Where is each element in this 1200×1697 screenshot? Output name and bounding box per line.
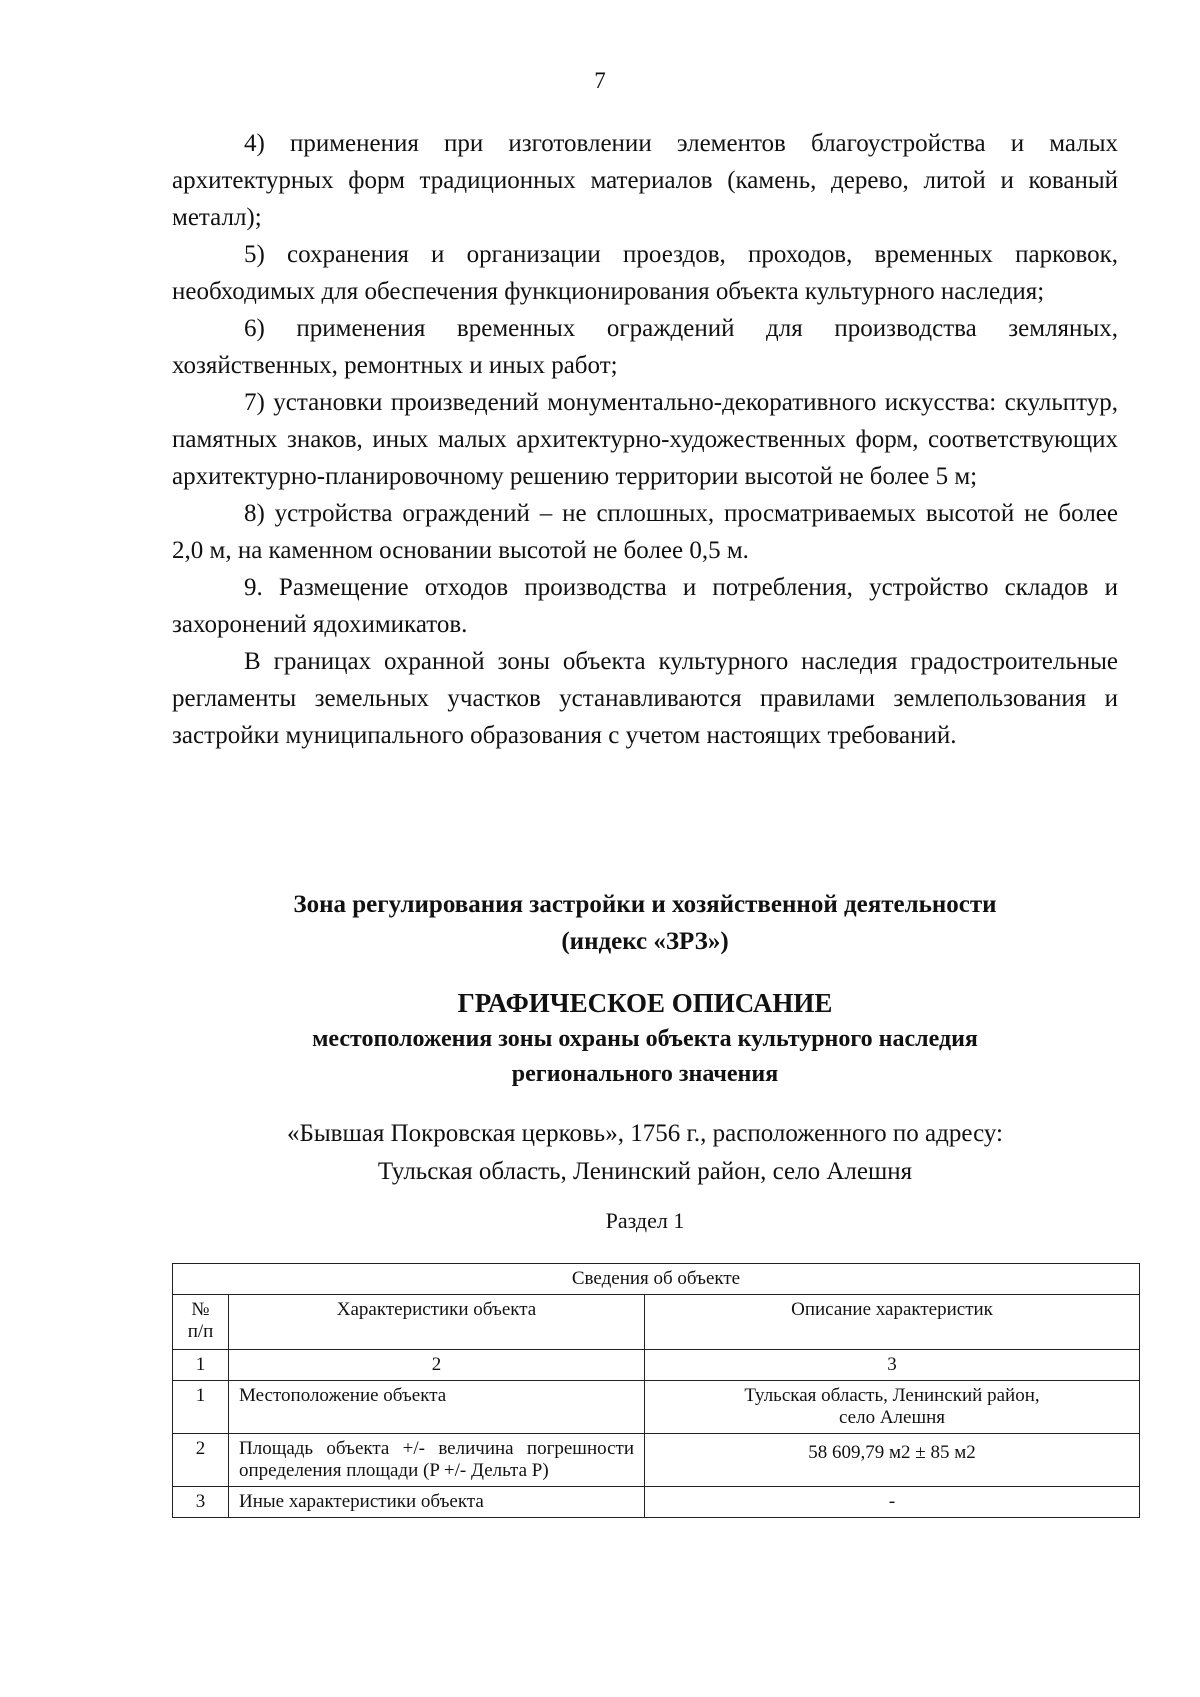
zone-heading-line1: Зона регулирования застройки и хозяйственной деятельности [293, 891, 997, 918]
graphic-description-heading [172, 984, 1118, 1092]
object-name-line2: Тульская область, Ленинский район, село Алешня [377, 1158, 913, 1185]
graphic-description-line3: регионального значения [511, 1061, 779, 1087]
row-description [645, 1381, 1140, 1434]
page-number: 7 [594, 68, 606, 93]
paragraph-item-6: 6) применения временных ограждений для производства земляных, хозяйственных, ремонтных и иных работ; [172, 315, 1118, 379]
paragraph-item-8: 8) устройства ограждений – не сплошных, просматриваемых высотой не более 2,0 м, на каменном основании высотой не более 0,5 м. [172, 500, 1118, 564]
table-row [173, 1434, 1140, 1487]
table-row [173, 1381, 1140, 1434]
body-text [172, 125, 1118, 754]
row-characteristic: Площадь объекта +/- величина погрешности определения площади (P +/- Дельта P) [229, 1434, 645, 1487]
header-description: Описание характеристик [645, 1295, 1140, 1350]
object-name-line1: «Бывшая Покровская церковь», 1756 г., расположенного по адресу: [287, 1120, 1003, 1147]
object-name [172, 1115, 1118, 1191]
row-characteristic: Иные характеристики объекта [229, 1487, 645, 1518]
table-numbering-row [173, 1350, 1140, 1381]
graphic-description-line2: местоположения зоны охраны объекта культурного наследия [312, 1026, 978, 1052]
header-number: № п/п [173, 1295, 229, 1350]
header-characteristic: Характеристики объекта [229, 1295, 645, 1350]
row-description: 58 609,79 м2 ± 85 м2 [645, 1434, 1140, 1487]
row-description-line2: село Алешня [838, 1407, 945, 1428]
table-row [173, 1487, 1140, 1518]
table-caption-row [173, 1264, 1140, 1295]
object-info-table [172, 1263, 1140, 1518]
zone-heading-line2: (индекс «ЗРЗ») [561, 928, 729, 955]
paragraph-item-9: 9. Размещение отходов производства и потребления, устройство складов и захоронений ядохимикатов. [172, 574, 1118, 638]
row-number: 2 [173, 1434, 229, 1487]
paragraph-regulations: В границах охранной зоны объекта культурного наследия градостроительные регламенты земельных участков устанавливаются правилами землепользования и застройки муниципального образования с учетом настоящих требований. [172, 648, 1118, 749]
row-description: - [645, 1487, 1140, 1518]
paragraph-item-4: 4) применения при изготовлении элементов благоустройства и малых архитектурных форм традиционных материалов (камень, дерево, литой и кованый металл); [172, 130, 1118, 231]
graphic-description-title: ГРАФИЧЕСКОЕ ОПИСАНИЕ [457, 988, 833, 1018]
row-characteristic: Местоположение объекта [229, 1381, 645, 1434]
table-caption: Сведения об объекте [173, 1264, 1140, 1295]
numbering-cell: 1 [173, 1350, 229, 1381]
zone-heading [172, 886, 1118, 960]
section-label: Раздел 1 [605, 1208, 685, 1233]
paragraph-item-7: 7) установки произведений монументально-декоративного искусства: скульптур, памятных знаков, иных малых архитектурно-художественных форм, соответствующих архитектурно-планировочному решению территории высотой не более 5 м; [172, 389, 1118, 490]
row-description-line1: Тульская область, Ленинский район, [744, 1385, 1040, 1406]
table-header-row [173, 1295, 1140, 1350]
row-number: 1 [173, 1381, 229, 1434]
paragraph-item-5: 5) сохранения и организации проездов, проходов, временных парковок, необходимых для обеспечения функционирования объекта культурного наследия; [172, 241, 1118, 305]
row-number: 3 [173, 1487, 229, 1518]
numbering-cell: 3 [645, 1350, 1140, 1381]
numbering-cell: 2 [229, 1350, 645, 1381]
